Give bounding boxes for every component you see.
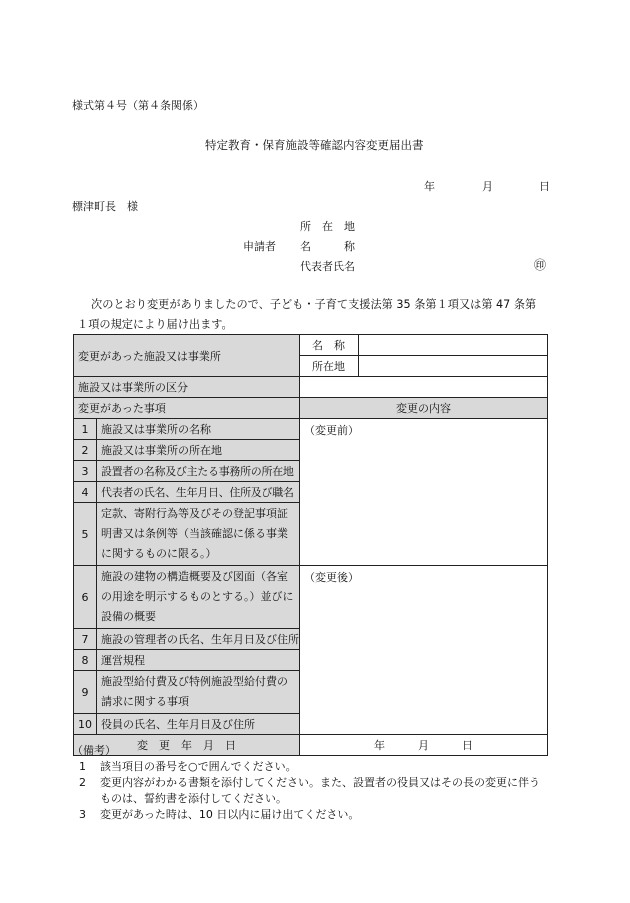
note-number: 1: [79, 760, 86, 773]
item-text: 代表者の氏名、生年月日、住所及び職名: [97, 482, 300, 503]
document-title: 特定教育・保育施設等確認内容変更届出書: [205, 138, 424, 152]
note-number: 2: [79, 776, 86, 789]
item-text: 定款、寄附行為等及びその登記事項証明書又は条例等（当該確認に係る事業に関するものに限る。）: [97, 503, 300, 566]
content-header-cell: 変更の内容: [300, 398, 548, 419]
note-item: [72, 807, 550, 823]
note-text: 変更内容がわかる書類を添付してください。また、設置者の役員又はその長の変更に伴うものは、誓約書を添付してください。: [100, 776, 540, 805]
change-date-label: 変 更 年 月 日: [74, 735, 300, 756]
item-number[interactable]: 6: [74, 566, 97, 629]
body-text-line2: １項の規定により届け出ます。: [77, 318, 233, 331]
applicant-representative-label: 代表者氏名: [300, 260, 355, 273]
item-text: 役員の氏名、生年月日及び住所: [97, 714, 300, 735]
item-text: 施設型給付費及び特例施設型給付費の請求に関する事項: [97, 671, 300, 714]
item-number[interactable]: 3: [74, 461, 97, 482]
item-number[interactable]: 10: [74, 714, 97, 735]
applicant-name-label: 名 称: [300, 240, 355, 253]
after-label: （変更後）: [304, 571, 360, 584]
note-text: 変更があった時は、10 日以内に届け出てください。: [100, 808, 360, 821]
item-number[interactable]: 7: [74, 629, 97, 650]
item-text: 施設の建物の構造概要及び図面（各室の用途を明示するものとする。）並びに設備の概要: [97, 566, 300, 629]
item-number[interactable]: 9: [74, 671, 97, 714]
form-number: 様式第４号（第４条関係）: [72, 99, 204, 112]
note-item: [72, 759, 550, 775]
date-day: 日: [539, 180, 550, 193]
date-month: 月: [482, 180, 493, 193]
name-label-cell: 名 称: [300, 335, 359, 356]
note-item: [72, 775, 550, 807]
item-number[interactable]: 2: [74, 440, 97, 461]
seal-mark: ㊞: [534, 258, 547, 272]
item-text: 設置者の名称及び主たる事務所の所在地: [97, 461, 300, 482]
facility-label-cell: 変更があった施設又は事業所: [74, 335, 300, 377]
change-form-table: [73, 334, 548, 756]
item-number[interactable]: 1: [74, 419, 97, 440]
date-year: 年: [424, 180, 435, 193]
facility-name-field[interactable]: [359, 335, 548, 356]
change-date-field[interactable]: 年 月 日: [300, 735, 548, 756]
before-label: （変更前）: [304, 424, 360, 437]
category-label-cell: 施設又は事業所の区分: [74, 377, 300, 398]
item-text: 施設又は事業所の所在地: [97, 440, 300, 461]
body-text-line1: 次のとおり変更がありましたので、子ども・子育て支援法第 35 条第１項又は第 47 条第: [91, 298, 537, 311]
item-number[interactable]: 5: [74, 503, 97, 566]
facility-location-field[interactable]: [359, 356, 548, 377]
item-text: 施設又は事業所の名称: [97, 419, 300, 440]
addressee: 標津町長 様: [72, 200, 138, 213]
location-label-cell: 所在地: [300, 356, 359, 377]
applicant-address-label: 所 在 地: [300, 220, 355, 233]
item-number[interactable]: 4: [74, 482, 97, 503]
facility-category-field[interactable]: [300, 377, 548, 398]
items-header-cell: 変更があった事項: [74, 398, 300, 419]
note-text: 該当項目の番号を○で囲んでください。: [100, 760, 297, 773]
item-text: 施設の管理者の氏名、生年月日及び住所: [97, 629, 300, 650]
notes-heading: （備考）: [72, 744, 116, 757]
applicant-label: 申請者: [243, 240, 276, 253]
note-number: 3: [79, 808, 86, 821]
notes-section: [72, 743, 550, 823]
item-number[interactable]: 8: [74, 650, 97, 671]
content-before-field[interactable]: [300, 419, 548, 566]
item-text: 運営規程: [97, 650, 300, 671]
content-after-field[interactable]: [300, 566, 548, 735]
